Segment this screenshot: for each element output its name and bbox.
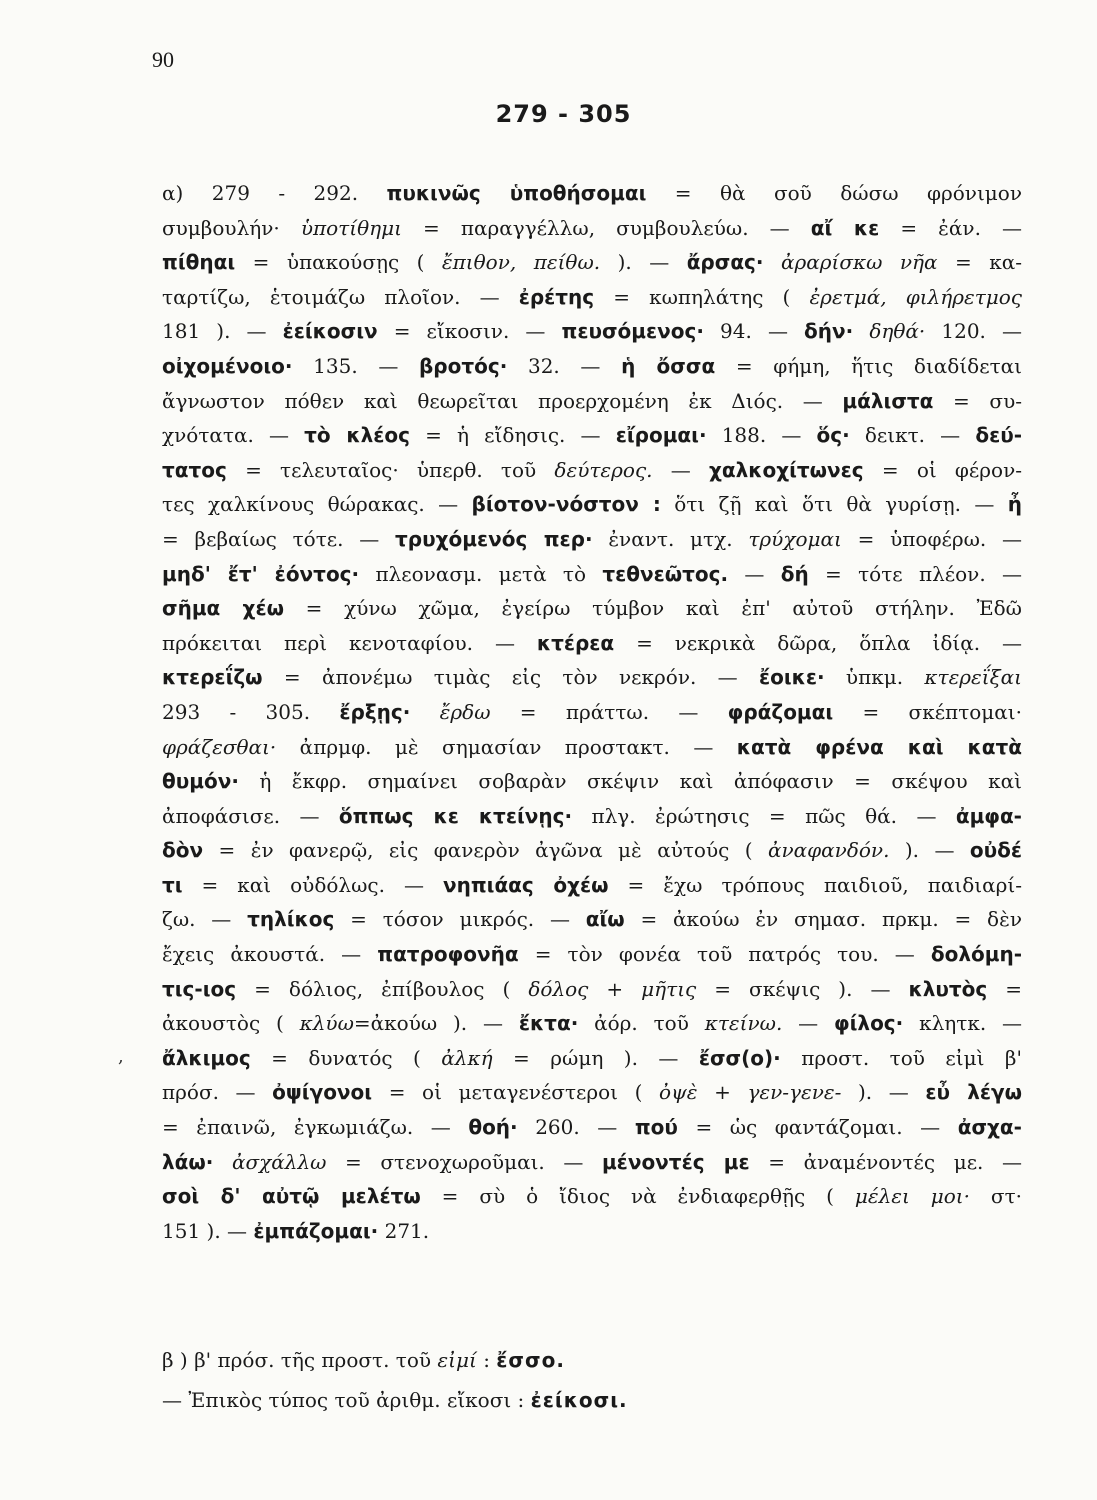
headword: νηπιάας ὀχέω [442,872,609,897]
gloss-text: = [987,976,1022,1001]
gloss-text: = τόσον μικρός. — [334,907,586,932]
headword: ἔσσ(ο)· [698,1045,781,1070]
margin-mark: , [118,1046,124,1067]
headword: αἴ κε [810,215,880,240]
gloss-text: 260. — [517,1115,635,1140]
headword: οἰχομένοιο· [162,353,293,378]
gloss-text: = τελευταῖος· ὑπερθ. τοῦ [226,457,555,482]
headword: βίοτον-νόστον : [471,492,661,517]
gloss-text: = ὡς φαντάζομαι. — [677,1115,958,1140]
text-line [162,591,1022,626]
headword: τηλίκος [247,907,335,932]
text-line [162,937,1022,972]
text-line [162,453,1022,488]
gloss-text: : [476,1348,497,1372]
commentary-body [162,176,1022,1248]
gloss-text: = κωπηλάτης ( [594,284,810,309]
headword: θυμόν· [162,769,239,794]
italic-term: τρύχομαι [748,526,842,551]
gloss-text: — [652,457,709,482]
gloss-text: = παραγγέλλω, συμβουλεύω. — [401,215,811,240]
headword: θοή· [468,1115,518,1140]
text-line [162,972,1022,1007]
gloss-text: = ἔχω τρόπους παιδιοῦ, παιδιαρί- [608,872,1022,897]
gloss-text: ἐναντ. μτχ. [592,526,749,551]
gloss-text: ζω. — [162,907,248,932]
italic-term: ἔπιθον, πείθω. [441,250,601,275]
gloss-text: 188. — [706,423,817,448]
text-line [162,868,1022,903]
text-line [162,1075,1022,1110]
headword: σοὶ δ' αὐτῷ μελέτω [162,1184,421,1209]
gloss-text: — Ἐπικὸς τύπος τοῦ ἀριθμ. εἴκοσι : [162,1388,531,1412]
headword: σῆμα χέω [162,596,284,621]
headword: ἐείκοσι. [530,1388,628,1412]
italic-term: εἰμί [437,1348,477,1372]
headword: δὸν [162,838,204,863]
headword: φίλος· [833,1011,904,1036]
gloss-text: = στενοχωροῦμαι. — [326,1149,602,1174]
gloss-text: = θὰ σοῦ δώσω φρόνιμον [646,181,1022,205]
headword: πού [634,1115,678,1140]
text-line [162,902,1022,937]
gloss-text: — [728,561,781,586]
headword: ὀψίγονοι [272,1080,373,1105]
gloss-text: =ἀκούω ). — [353,1011,519,1036]
gloss-text: = τότε πλέον. — [808,561,1022,586]
gloss-text: ὑπκμ. [824,665,925,690]
text-line [162,1145,1022,1180]
headword: τὸ κλέος [304,423,410,448]
text-line [162,522,1022,557]
headword: εἴρομαι· [615,423,707,448]
gloss-text: πρόσ. — [162,1080,273,1105]
gloss-text: = πράττω. — [490,699,728,724]
gloss-text: πλεονασμ. μετὰ τὸ [359,561,603,586]
page-number: 90 [152,47,174,72]
text-line [162,418,1022,453]
gloss-text: = ἀναμένοντές με. — [749,1149,1022,1174]
headword: κατὰ φρένα καὶ κατὰ [736,734,1022,759]
gloss-text: πρόκειται περὶ κενοταφίου. — [162,630,537,655]
gloss-text: χνότατα. — [162,423,305,448]
headword: ὅππως κε κτείνῃς· [338,803,573,828]
headword: ὅς· [816,423,850,448]
gloss-text: ἀόρ. τοῦ [578,1011,705,1036]
headword: ἀσχα- [957,1115,1022,1140]
headword: τις-ιος [162,976,237,1001]
gloss-text: ταρτίζω, ἑτοιμάζω πλοῖον. — [162,284,519,309]
headword: ἐρέτης [518,284,595,309]
text-line [162,730,1022,765]
gloss-text: = σκέπτομαι· [833,699,1022,724]
gloss-text: ὅτι ζῇ καὶ ὅτι θὰ γυρίσῃ. — [660,492,1008,517]
headword: βροτός· [418,353,508,378]
text-line [162,314,1022,349]
gloss-text: = νεκρικὰ δῶρα, ὅπλα ἰδίᾳ. — [614,630,1022,655]
text-line [162,1110,1022,1145]
gloss-text: = ἀκούω ἐν σημασ. πρκμ. = δὲν [624,907,1022,932]
gloss-text [764,250,781,274]
note-line [162,1380,1022,1420]
gloss-text: = οἱ φέρον- [863,457,1022,482]
headword: δολόμη- [930,942,1022,967]
gloss-text: ἀκουστὸς ( [162,1011,300,1036]
gloss-text: ἀπρμφ. μὲ σημασίαν προστακτ. — [276,734,737,759]
gloss-text: = ἀπονέμω τιμὰς εἰς τὸν νεκρόν. — [262,665,759,690]
footnotes [162,1340,1022,1420]
headword: κτερεΐζω [162,665,263,690]
text-line [162,660,1022,695]
gloss-text: ). — [841,1080,926,1105]
text-line [162,384,1022,419]
gloss-text: = οἱ μεταγενέστεροι ( [372,1080,660,1105]
gloss-text: = ἐν φανερῷ, εἰς φανερὸν ἀγῶνα μὲ αὐτούς ( [203,838,768,863]
text-line [162,1041,1022,1076]
italic-term: ἀλκή [441,1045,493,1070]
gloss-text: = συ- [933,388,1022,413]
headword: μηδ' ἔτ' ἐόντος· [162,561,360,586]
gloss-text: 120. — [925,319,1022,344]
headword: πίθηαι [162,250,236,275]
headword: εὖ λέγω [925,1080,1022,1105]
gloss-text [853,319,869,343]
text-line [162,557,1022,592]
text-line [162,626,1022,661]
headword: οὐδέ [969,838,1022,863]
italic-term: δηθά· [869,319,926,344]
gloss-text: = χύνω χῶμα, ἐγείρω τύμβον καὶ ἐπ' αὐτοῦ στήλην. Ἐδῶ [283,596,1022,621]
gloss-text: = ρώμη ). — [492,1045,699,1070]
gloss-text: = βεβαίως τότε. — [162,526,396,551]
gloss-text: προστ. τοῦ εἰμὶ β' [780,1045,1022,1070]
gloss-text: = καὶ οὐδόλως. — [182,872,443,897]
headword: ἐείκοσιν [282,319,378,344]
gloss-text: = ἡ εἴδησις. — [409,423,616,448]
gloss-text: = δυνατός ( [250,1045,442,1070]
gloss-text: στ· [970,1184,1022,1209]
gloss-text: ἔχεις ἀκουστά. — [162,942,378,967]
gloss-text: β ) β' πρόσ. τῆς προστ. τοῦ [162,1348,438,1372]
headword: πευσόμενος· [561,319,704,344]
headword: δήν· [804,319,854,344]
headword: ἔοικε· [758,665,825,690]
gloss-text: 293 - 305. [162,699,340,724]
italic-term: ἀναφανδόν. [767,838,890,863]
headword: τατος [162,457,227,482]
text-line [162,833,1022,868]
headword: ἀμφα- [955,803,1022,828]
gloss-text: = φήμη, ἥτις διαδίδεται [715,353,1022,378]
gloss-text: 181 ). — [162,319,283,344]
headword: δή [780,561,809,586]
gloss-text: ἄγνωστον πόθεν καὶ θεωρεῖται προερχομένη ἐκ Διός. — [162,388,843,413]
headword: δεύ- [975,423,1022,448]
gloss-text: 151 ). — [162,1218,254,1243]
headword: ἔρξῃς· [339,699,411,724]
text-line [162,1179,1022,1214]
italic-term: ἀραρίσκω νῆα [780,250,938,275]
gloss-text: = δόλιος, ἐπίβουλος ( [236,976,529,1001]
italic-term: δόλος + μῆτις [528,976,697,1001]
headword: ἦ [1007,492,1022,517]
gloss-text: = τὸν φονέα τοῦ πατρός του. — [518,942,931,967]
gloss-text: δεικτ. — [849,423,976,448]
gloss-text: κλητκ. — [903,1011,1022,1036]
gloss-text: τες χαλκίνους θώρακας. — [162,492,472,517]
gloss-text: = ἐπαινῶ, ἐγκωμιάζω. — [162,1115,469,1140]
note-line [162,1340,1022,1380]
gloss-text: = ὑποφέρω. — [841,526,1022,551]
text-line [162,211,1022,246]
gloss-text [410,700,439,724]
headword: τεθνεῶτος. [602,561,729,586]
gloss-text: = ἐάν. — [879,215,1022,240]
italic-term: ἀσχάλλω [232,1149,327,1174]
italic-term: ὀψὲ + γεν-γενε- [659,1080,842,1105]
gloss-text: 32. — [507,353,622,378]
headword: τι [162,872,183,897]
section-title: 279 - 305 [495,100,632,128]
italic-term: ὑποτίθημι [300,215,402,240]
gloss-text: α) 279 - 292. [162,181,387,205]
headword: ἔκτα· [518,1011,579,1036]
gloss-text: = κα- [937,250,1022,275]
gloss-text: = εἴκοσιν. — [377,319,562,344]
gloss-text: συμβουλήν· [162,215,301,240]
text-line [162,280,1022,315]
text-line [162,245,1022,280]
headword: κτέρεα [536,630,615,655]
text-line [162,487,1022,522]
headword: πατροφονῆα [377,942,519,967]
italic-term: κτείνω. [704,1011,783,1036]
headword: φράζομαι [727,699,834,724]
gloss-text: = σὺ ὁ ἴδιος νὰ ἐνδιαφερθῇς ( [420,1184,855,1209]
italic-term: φράζεσθαι· [162,734,277,759]
gloss-text: — [782,1011,834,1036]
headword: μένοντές με [601,1149,750,1174]
headword: ἄρσας· [686,250,764,275]
italic-term: ἔρδω [439,699,491,724]
headword: πυκινῶς ὑποθήσομαι [386,181,647,205]
text-line [162,1214,1022,1249]
text-line [162,176,1022,211]
gloss-text: = σκέψις ). — [696,976,909,1001]
gloss-text [213,1150,232,1174]
gloss-text: ). — [600,250,687,275]
gloss-text: = ὑπακούσῃς ( [235,250,442,275]
italic-term: κλύω [299,1011,354,1036]
headword: λάω· [162,1149,214,1174]
gloss-text: 94. — [703,319,805,344]
headword: χαλκοχίτωνες [708,457,864,482]
gloss-text: ἀποφάσισε. — [162,803,339,828]
gloss-text: 271. [378,1218,430,1243]
headword: ἐμπάζομαι· [253,1218,379,1243]
headword: ἄλκιμος [162,1045,251,1070]
headword: ἡ ὄσσα [621,353,716,378]
gloss-text: ). — [889,838,970,863]
headword: ἔσσο. [496,1348,565,1372]
headword: κλυτὸς [908,976,988,1001]
gloss-text: ἡ ἔκφρ. σημαίνει σοβαρὰν σκέψιν καὶ ἀπόφασιν = σκέψου καὶ [238,769,1022,794]
headword: μάλιστα [842,388,934,413]
italic-term: κτερεΐξαι [924,665,1022,690]
gloss-text: πλγ. ἐρώτησις = πῶς θά. — [572,803,956,828]
text-line [162,695,1022,730]
headword: αἴω [585,907,625,932]
text-line [162,1006,1022,1041]
text-line [162,764,1022,799]
gloss-text: 135. — [292,353,419,378]
italic-term: μέλει μοι· [854,1184,970,1209]
headword: τρυχόμενός περ· [395,526,593,551]
text-line [162,349,1022,384]
italic-term: ἐρετμά, φιλήρετμος [809,284,1022,309]
italic-term: δεύτερος. [554,457,653,482]
text-line [162,799,1022,834]
